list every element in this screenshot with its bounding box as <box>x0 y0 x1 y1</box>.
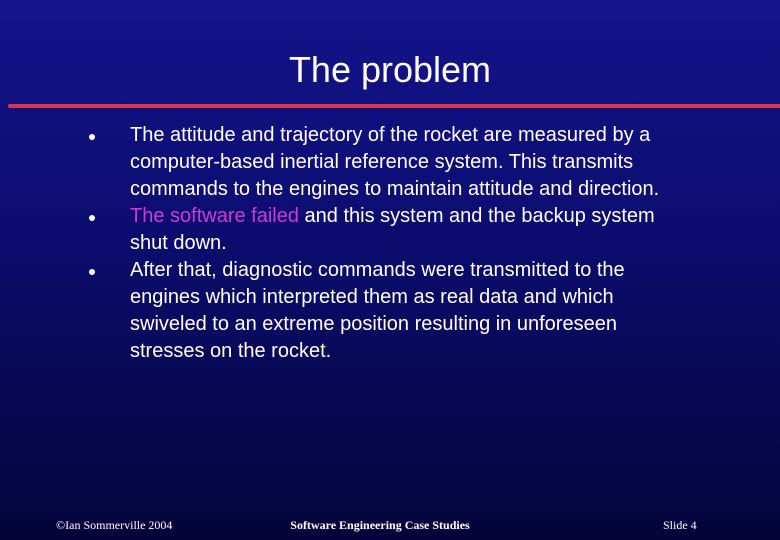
bullet-item-3 <box>0 257 690 365</box>
bullet-highlight-text: The software failed <box>130 205 299 227</box>
bullet-dot-icon <box>89 215 95 221</box>
footer-copyright: ©Ian Sommerville 2004 <box>56 518 173 532</box>
bullet-text: The attitude and trajectory of the rocket are measured by a computer-based inertial reference system. This transmits commands to the engines to maintain attitude and direction. <box>130 124 660 200</box>
footer-slide-number: Slide 4 <box>663 518 697 532</box>
bullet-text: and this system and the backup system shut down. <box>130 205 655 254</box>
footer-course-title: Software Engineering Case Studies <box>290 518 470 532</box>
bullet-text: After that, diagnostic commands were transmitted to the engines which interpreted them as real data and which swiveled to an extreme position resulting in unforeseen stresses on the rocket. <box>130 259 625 362</box>
bullet-dot-icon <box>89 269 95 275</box>
bullet-item-1 <box>0 122 690 203</box>
bullet-item-2 <box>0 203 690 257</box>
slide-title: The problem <box>288 49 492 90</box>
bullet-dot-icon <box>89 134 95 140</box>
bullet-list <box>0 122 780 365</box>
title-divider <box>8 104 780 108</box>
